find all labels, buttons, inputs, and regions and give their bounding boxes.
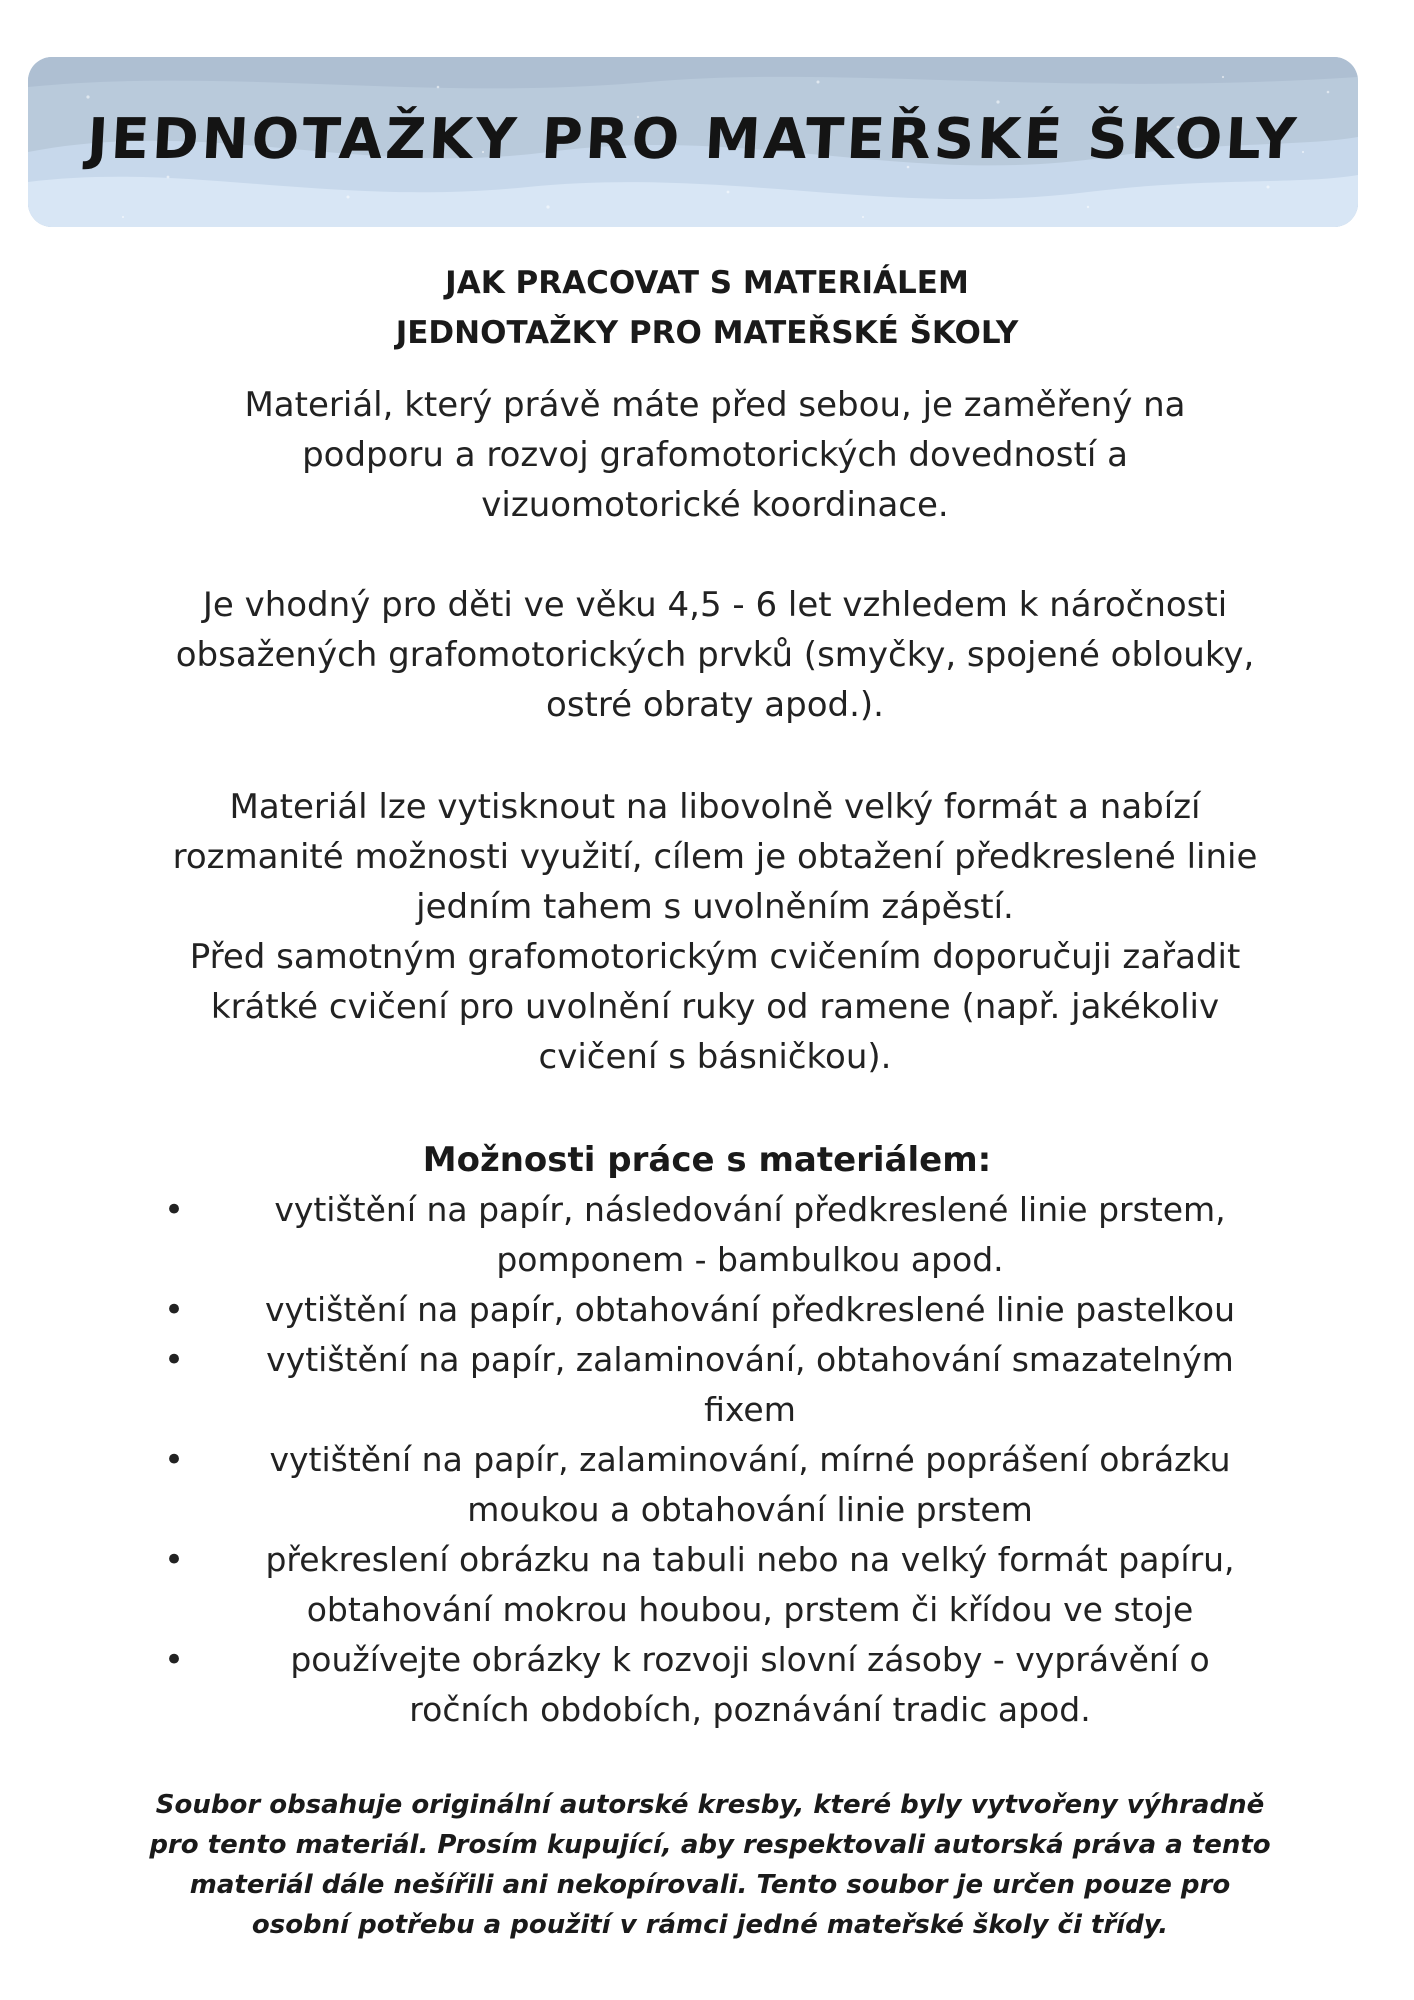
list-item xyxy=(150,1435,1300,1535)
text-line: podporu a rozvoj grafomotorických dovedností a xyxy=(302,435,1128,475)
text-line: vizuomotorické koordinace. xyxy=(481,485,949,525)
text-line: Soubor obsahuje originální autorské kresby, které byly vytvořeny výhradně xyxy=(155,1790,1265,1820)
text-line: vytištění na papír, následování předkreslené linie prstem, xyxy=(274,1190,1226,1229)
text-line: pomponem - bambulkou apod. xyxy=(496,1240,1004,1279)
page-title: JEDNOTAŽKY PRO MATEŘSKÉ ŠKOLY xyxy=(85,107,1301,172)
text-line: ostré obraty apod.). xyxy=(546,685,884,725)
text-line: Před samotným grafomotorickým cvičením doporučuji zařadit xyxy=(189,937,1241,977)
text-line: krátké cvičení pro uvolnění ruky od ramene (např. jakékoliv xyxy=(210,987,1220,1027)
copyright-notice xyxy=(120,1785,1300,1945)
list-item xyxy=(150,1185,1300,1285)
intro-paragraph-usage xyxy=(130,782,1300,1082)
text-line: vytištění na papír, zalaminování, obtahování smazatelným xyxy=(266,1340,1234,1379)
text-line: materiál dále nešířili ani nekopírovali. Tento soubor je určen pouze pro xyxy=(189,1870,1231,1900)
text-line: vytištění na papír, zalaminování, mírné poprášení obrázku xyxy=(269,1440,1231,1479)
text-line: moukou a obtahování linie prstem xyxy=(467,1490,1033,1529)
list-item xyxy=(150,1535,1300,1635)
text-line: obsažených grafomotorických prvků (smyčky, spojené oblouky, xyxy=(175,635,1255,675)
instructions-heading-line: JEDNOTAŽKY PRO MATEŘSKÉ ŠKOLY xyxy=(395,315,1019,351)
bullet-icon: • xyxy=(164,1440,185,1480)
text-line: jedním tahem s uvolněním zápěstí. xyxy=(416,887,1014,927)
intro-paragraph-purpose xyxy=(130,380,1300,530)
text-line: Je vhodný pro děti ve věku 4,5 - 6 let vzhledem k náročnosti xyxy=(202,585,1228,625)
bullet-icon: • xyxy=(164,1340,185,1380)
text-line: používejte obrázky k rozvoji slovní zásoby - vyprávění o xyxy=(290,1640,1210,1679)
list-item xyxy=(150,1335,1300,1435)
options-list xyxy=(150,1185,1300,1735)
instructions-heading xyxy=(0,258,1414,358)
list-item xyxy=(150,1285,1300,1335)
text-line: Materiál lze vytisknout na libovolně velký formát a nabízí xyxy=(229,787,1201,827)
text-line: Materiál, který právě máte před sebou, je zaměřený na xyxy=(244,385,1186,425)
text-line: fixem xyxy=(704,1390,796,1429)
bullet-icon: • xyxy=(164,1290,185,1330)
options-heading: Možnosti práce s materiálem: xyxy=(422,1140,992,1180)
text-line: cvičení s básničkou). xyxy=(538,1037,892,1077)
list-item xyxy=(150,1635,1300,1735)
text-line: vytištění na papír, obtahování předkreslené linie pastelkou xyxy=(264,1290,1236,1329)
text-line: překreslení obrázku na tabuli nebo na velký formát papíru, xyxy=(265,1540,1235,1579)
text-line: osobní potřebu a použití v rámci jedné mateřské školy či třídy. xyxy=(251,1910,1169,1940)
bullet-icon: • xyxy=(164,1540,185,1580)
text-line: ročních obdobích, poznávání tradic apod. xyxy=(409,1690,1091,1729)
text-line: obtahování mokrou houbou, prstem či křídou ve stoje xyxy=(306,1590,1194,1629)
text-line: pro tento materiál. Prosím kupující, aby respektovali autorská práva a tento xyxy=(149,1830,1271,1860)
intro-paragraph-age xyxy=(130,580,1300,730)
bullet-icon: • xyxy=(164,1640,185,1680)
instructions-heading-line: JAK PRACOVAT S MATERIÁLEM xyxy=(445,265,969,301)
title-banner xyxy=(28,57,1358,227)
text-line: rozmanité možnosti využití, cílem je obtažení předkreslené linie xyxy=(172,837,1258,877)
bullet-icon: • xyxy=(164,1190,185,1230)
